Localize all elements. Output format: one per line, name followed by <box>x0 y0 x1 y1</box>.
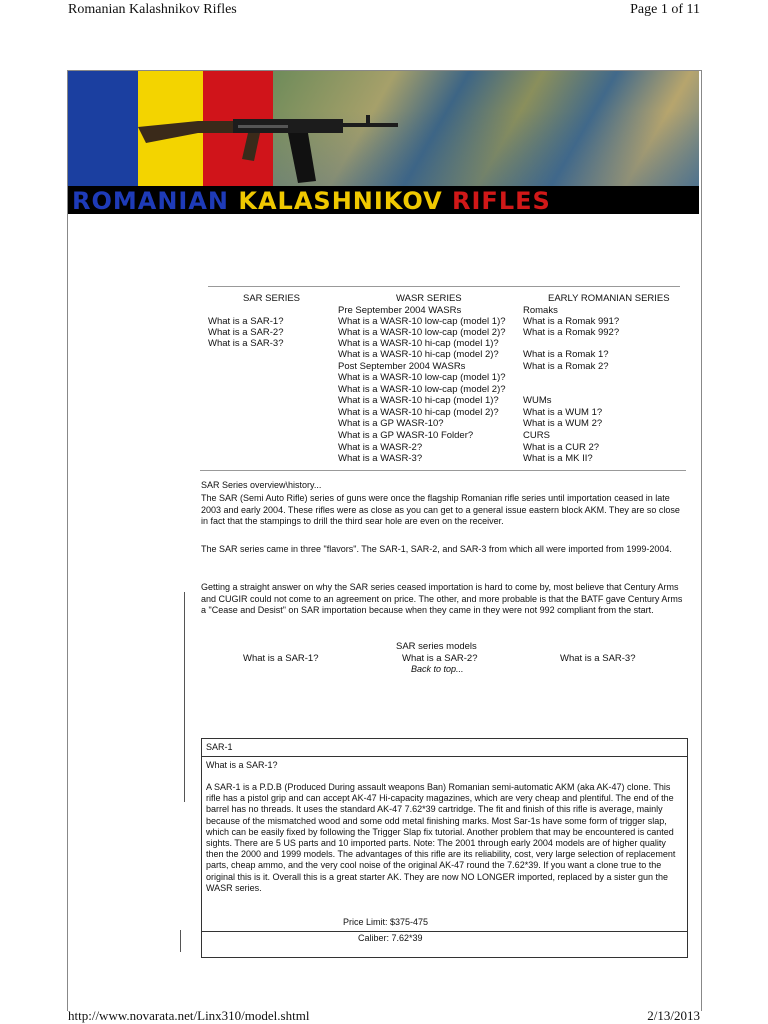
sar1-description: A SAR-1 is a P.D.B (Produced During assault weapons Ban) Romanian semi-automatic AKM (aka AK-47) clone. This rifle has a pistol grip and can accept AK-47 Hi-capacity magazines, which are very cheap and plentiful. The end of the barrel has no threads. It uses the standard AK-47 7.62*39 cartridge. The fit and finish of this rifle is average, mainly because of the mismatched wood and some odd metal finishing marks. Most Sar-1s have some form of trigger slap, which can be easily fixed by following the Trigger Slap fix tutorial. Another problem that may be encountered is canted sights. There are 5 US parts and 10 imported parts. Note: The 2001 through early 2004 models are of higher quality then the 2000 and 1999 models. The advantages of this rifle are its reliability, cost, very large selection of replacement parts, cheap ammo, and the very cool noise of the original AK-47 round the 7.62*39. If you want a clone true to the original this is it. Overall this is a great starter AK. They are now NO LONGER imported, replaced by a sister gun the WASR series. <box>206 782 676 893</box>
divider-middle <box>200 470 686 471</box>
early-subheading-romaks: Romaks <box>523 305 558 316</box>
flag-blue-stripe <box>68 71 138 186</box>
overview-paragraph-3: Getting a straight answer on why the SAR series ceased importation is hard to come by, most believe that Century Arms and CUGIR could not come to an agreement on price. The other, and more probable is that the BATF gave Century Arms a "Cease and Desist" on SAR importation because when they came in they were not 992 compliant from the start. <box>201 582 683 615</box>
models-link-sar-2[interactable]: What is a SAR-2? <box>402 653 478 664</box>
link-mk-ii[interactable]: What is a MK II? <box>523 453 593 464</box>
link-wum-2[interactable]: What is a WUM 2? <box>523 418 603 429</box>
wasr-subheading-pre: Pre September 2004 WASRs <box>338 305 462 316</box>
link-gp-wasr-folder[interactable]: What is a GP WASR-10 Folder? <box>338 430 474 441</box>
sar1-table <box>201 738 688 958</box>
link-romak-992[interactable]: What is a Romak 992? <box>523 327 620 338</box>
models-link-sar-1[interactable]: What is a SAR-1? <box>243 653 319 664</box>
link-wasr-3[interactable]: What is a WASR-3? <box>338 453 423 464</box>
link-romak-1[interactable]: What is a Romak 1? <box>523 349 609 360</box>
overview-paragraph-2: The SAR series came in three "flavors". The SAR-1, SAR-2, and SAR-3 from which all were imported from 1999-2004. <box>201 544 672 554</box>
models-title: SAR series models <box>396 641 477 652</box>
link-gp-wasr[interactable]: What is a GP WASR-10? <box>338 418 444 429</box>
back-to-top-link[interactable]: Back to top... <box>411 664 464 674</box>
link-wasr[interactable]: What is a WASR-10 hi-cap (model 1)? <box>338 395 499 406</box>
banner-title <box>72 187 551 214</box>
link-wasr[interactable]: What is a WASR-10 low-cap (model 2)? <box>338 384 506 395</box>
overview-heading: SAR Series overview\history... <box>201 480 322 490</box>
link-sar-1[interactable]: What is a SAR-1? <box>208 316 284 327</box>
banner-word-romanian: ROMANIAN <box>72 187 230 214</box>
models-link-sar-3[interactable]: What is a SAR-3? <box>560 653 636 664</box>
footer-date: 2/13/2013 <box>647 1008 700 1023</box>
link-wasr[interactable]: What is a WASR-10 hi-cap (model 1)? <box>338 338 499 349</box>
document-title: Romanian Kalashnikov Rifles <box>68 2 237 17</box>
sar1-title: SAR-1 <box>206 742 233 752</box>
link-wum-1[interactable]: What is a WUM 1? <box>523 407 603 418</box>
left-margin-line-lower <box>180 930 181 952</box>
link-sar-3[interactable]: What is a SAR-3? <box>208 338 284 349</box>
sar1-description-row <box>202 757 687 932</box>
sar1-specs-row <box>202 933 687 957</box>
link-wasr[interactable]: What is a WASR-10 low-cap (model 2)? <box>338 327 506 338</box>
link-romak-991[interactable]: What is a Romak 991? <box>523 316 620 327</box>
overview-paragraph-1: The SAR (Semi Auto Rifle) series of guns were once the flagship Romanian rifle series until importation ceased in late 2003 and early 2004. These rifles were as close as you can get to a general issue eastern block AKM. They are so close in fact that the stampings to drill the third sear hole are even on the receiver. <box>201 493 680 526</box>
link-wasr[interactable]: What is a WASR-10 hi-cap (model 2)? <box>338 407 499 418</box>
link-wasr[interactable]: What is a WASR-10 low-cap (model 1)? <box>338 372 506 383</box>
caliber: Caliber: 7.62*39 <box>358 933 423 943</box>
link-cur-2[interactable]: What is a CUR 2? <box>523 442 600 453</box>
sar1-title-row <box>202 739 687 757</box>
page-number: Page 1 of 11 <box>630 2 700 17</box>
banner <box>68 71 699 214</box>
rifle-image <box>138 99 398 189</box>
banner-word-kalashnikov: KALASHNIKOV <box>238 187 443 214</box>
sar1-question: What is a SAR-1? <box>206 760 278 770</box>
wasr-series-heading: WASR SERIES <box>396 293 462 304</box>
banner-word-rifles: RIFLES <box>452 187 551 214</box>
link-wasr[interactable]: What is a WASR-10 low-cap (model 1)? <box>338 316 506 327</box>
wasr-subheading-post: Post September 2004 WASRs <box>338 361 466 372</box>
divider-top <box>208 286 680 287</box>
link-sar-2[interactable]: What is a SAR-2? <box>208 327 284 338</box>
left-margin-line <box>184 592 185 802</box>
link-wasr[interactable]: What is a WASR-10 hi-cap (model 2)? <box>338 349 499 360</box>
link-romak-2[interactable]: What is a Romak 2? <box>523 361 609 372</box>
early-subheading-wums: WUMs <box>523 395 552 406</box>
sar-series-heading: SAR SERIES <box>243 293 301 304</box>
early-subheading-curs: CURS <box>523 430 550 441</box>
link-wasr-2[interactable]: What is a WASR-2? <box>338 442 423 453</box>
price-limit: Price Limit: $375-475 <box>343 917 429 927</box>
early-series-heading: EARLY ROMANIAN SERIES <box>548 293 670 304</box>
footer-url: http://www.novarata.net/Linx310/model.shtml <box>68 1008 310 1023</box>
